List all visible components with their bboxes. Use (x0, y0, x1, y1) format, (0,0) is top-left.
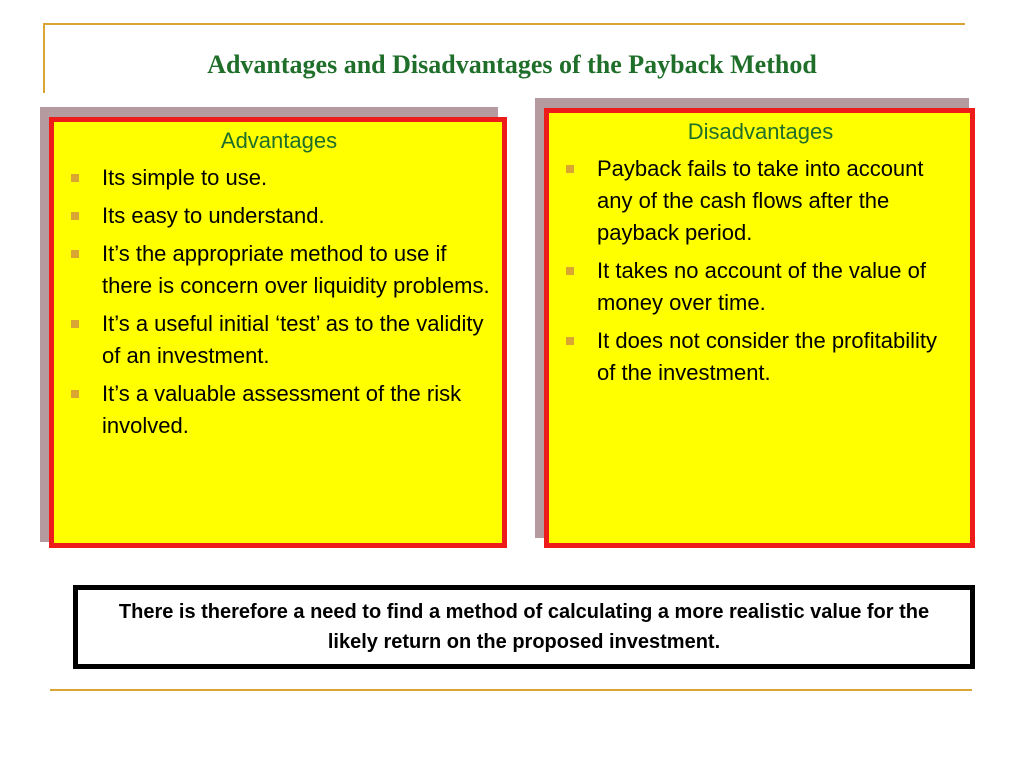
list-item-text: It’s a useful initial ‘test’ as to the validity of an investment. (102, 311, 484, 368)
list-item (66, 200, 492, 232)
list-item-text: It’s the appropriate method to use if there is concern over liquidity problems. (102, 241, 490, 298)
disadvantages-list (561, 153, 960, 389)
list-item (66, 378, 492, 442)
list-item-text: It takes no account of the value of money over time. (597, 258, 926, 315)
bullet-square-icon (566, 337, 574, 345)
slide-title: Advantages and Disadvantages of the Payback Method (207, 50, 817, 79)
list-item (561, 325, 960, 389)
list-item (66, 162, 492, 194)
advantages-panel (49, 117, 507, 548)
disadvantages-panel (544, 108, 975, 548)
list-item-text: It’s a valuable assessment of the risk involved. (102, 381, 462, 438)
frame-bottom-line (50, 689, 972, 691)
bullet-square-icon (71, 250, 79, 258)
list-item (66, 308, 492, 372)
list-item (561, 255, 960, 319)
bullet-square-icon (71, 174, 79, 182)
list-item-text: Its easy to understand. (102, 203, 325, 228)
bullet-square-icon (566, 267, 574, 275)
list-item (561, 153, 960, 249)
bullet-square-icon (71, 320, 79, 328)
disadvantages-heading: Disadvantages (687, 119, 834, 144)
advantages-heading: Advantages (220, 128, 338, 153)
bullet-square-icon (566, 165, 574, 173)
list-item-text: It does not consider the profitability of the investment. (597, 328, 937, 385)
bullet-square-icon (71, 390, 79, 398)
list-item (66, 238, 492, 302)
conclusion-text: There is therefore a need to find a method of calculating a more realistic value for the likely return on the proposed investment. (118, 601, 930, 653)
list-item-text: Its simple to use. (102, 165, 268, 190)
advantages-list (66, 162, 492, 442)
list-item-text: Payback fails to take into account any of the cash flows after the payback period. (597, 156, 924, 245)
conclusion-box (73, 585, 975, 669)
frame-top-line (43, 23, 965, 25)
bullet-square-icon (71, 212, 79, 220)
